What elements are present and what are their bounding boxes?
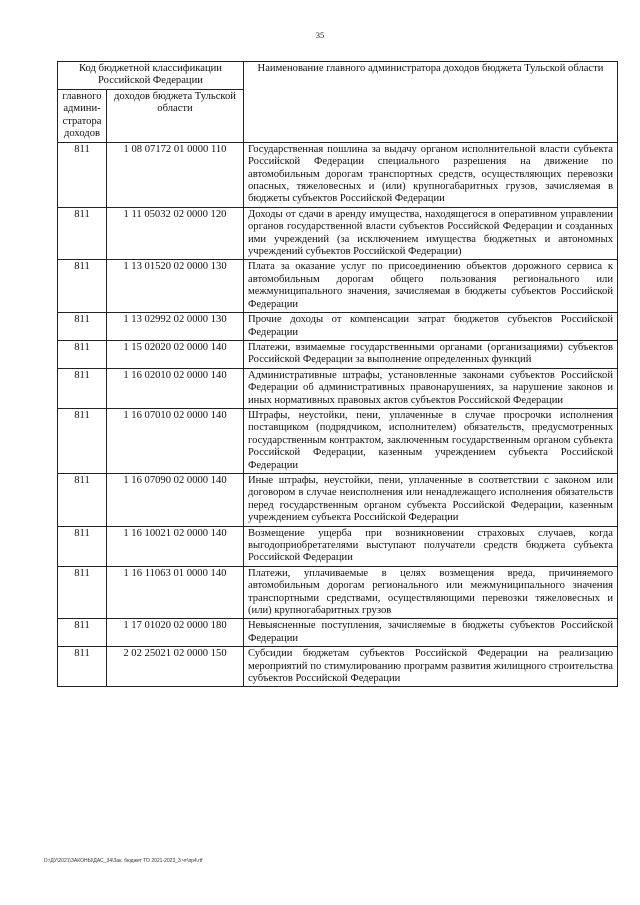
table-row [58, 260, 618, 313]
income-code-header: доходов бюджета Тульской области [107, 89, 244, 142]
admin-code-cell: 811 [58, 368, 107, 408]
table-row [58, 526, 618, 566]
admin-code-cell: 811 [58, 408, 107, 473]
income-name-cell: Иные штрафы, неустойки, пени, уплаченные в соответствии с законом или договором в случае неисполнения или ненадлежащего исполнения обязательств перед государственным органом субъекта Российской Федерации, казенным учреждением субъекта Российской Федерации [244, 473, 618, 526]
admin-code-cell: 811 [58, 142, 107, 207]
income-code-cell: 2 02 25021 02 0000 150 [107, 647, 244, 687]
admin-code-cell: 811 [58, 207, 107, 260]
income-code-cell: 1 17 01020 02 0000 180 [107, 619, 244, 647]
income-code-cell: 1 11 05032 02 0000 120 [107, 207, 244, 260]
table-row [58, 340, 618, 368]
income-code-cell: 1 16 02010 02 0000 140 [107, 368, 244, 408]
income-code-cell: 1 16 11063 01 0000 140 [107, 566, 244, 619]
income-name-cell: Возмещение ущерба при возникновении страховых случаев, когда выгодоприобретателями выступают получатели средств бюджета субъекта Российской Федерации [244, 526, 618, 566]
income-code-cell: 1 15 02020 02 0000 140 [107, 340, 244, 368]
table-row [58, 207, 618, 260]
income-name-cell: Штрафы, неустойки, пени, уплаченные в случае просрочки исполнения поставщиком (подрядчиком, исполнителем) обязательств, предусмотренных государственным контрактом, заключенным государственным органом субъекта Российской Федерации, казенным учреждением субъекта Российской Федерации [244, 408, 618, 473]
income-name-cell: Невыясненные поступления, зачисляемые в бюджеты субъектов Российской Федерации [244, 619, 618, 647]
admin-code-cell: 811 [58, 473, 107, 526]
income-code-cell: 1 16 10021 02 0000 140 [107, 526, 244, 566]
income-code-cell: 1 13 01520 02 0000 130 [107, 260, 244, 313]
admin-code-header: главного админи-стратора доходов [58, 89, 107, 142]
admin-code-cell: 811 [58, 340, 107, 368]
income-name-cell: Субсидии бюджетам субъектов Российской Федерации на реализацию мероприятий по стимулированию программ развития жилищного строительства субъектов Российской Федерации [244, 647, 618, 687]
table-row [58, 647, 618, 687]
table-row [58, 142, 618, 207]
page-number: 35 [315, 30, 325, 40]
admin-code-cell: 811 [58, 260, 107, 313]
admin-code-cell: 811 [58, 566, 107, 619]
revenue-administrators-table [57, 61, 618, 687]
income-name-cell: Доходы от сдачи в аренду имущества, находящегося в оперативном управлении органов государственной власти субъектов Российской Федерации и созданных ими учреждений (за исключением имущества бюджетных и автономных учреждений субъектов Российской Федерации) [244, 207, 618, 260]
table-body [58, 142, 618, 687]
table-row [58, 619, 618, 647]
income-name-cell: Платежи, взимаемые государственными органами (организациями) субъектов Российской Федерации за выполнение определенных функций [244, 340, 618, 368]
kbk-header: Код бюджетной классификации Российской Федерации [58, 62, 244, 90]
table-row [58, 368, 618, 408]
income-name-cell: Административные штрафы, установленные законами субъектов Российской Федерации об административных правонарушениях, за нарушение законов и иных нормативных правовых актов субъектов Российской Федерации [244, 368, 618, 408]
income-name-cell: Платежи, уплачиваемые в целях возмещения вреда, причиняемого автомобильным дорогам регионального или межмуниципального значения транспортными средствами, осуществляющими перевозки тяжеловесных и (или) крупногабаритных грузов [244, 566, 618, 619]
income-code-cell: 1 16 07090 02 0000 140 [107, 473, 244, 526]
table-row [58, 408, 618, 473]
income-name-cell: Государственная пошлина за выдачу органом исполнительной власти субъекта Российской Федерации специального разрешения на движение по автомобильным дорогам транспортных средств, осуществляющих перевозки опасных, тяжеловесных и (или) крупногабаритных грузов, зачисляемая в бюджеты субъектов Российской Федерации [244, 142, 618, 207]
income-code-cell: 1 13 02992 02 0000 130 [107, 313, 244, 341]
table-row [58, 313, 618, 341]
table-header-row [58, 62, 618, 90]
income-name-cell: Прочие доходы от компенсации затрат бюджетов субъектов Российской Федерации [244, 313, 618, 341]
table-row [58, 473, 618, 526]
file-path-footer: D:\ДУ\2021\ЗАКОНЫ\ДАС_34\Зак. бюджет ТО 2021-2023_3 чт\пр4.rtf [44, 858, 203, 864]
admin-code-cell: 811 [58, 619, 107, 647]
income-code-cell: 1 08 07172 01 0000 110 [107, 142, 244, 207]
admin-code-cell: 811 [58, 313, 107, 341]
admin-code-cell: 811 [58, 526, 107, 566]
income-code-cell: 1 16 07010 02 0000 140 [107, 408, 244, 473]
admin-code-cell: 811 [58, 647, 107, 687]
income-name-cell: Плата за оказание услуг по присоединению объектов дорожного сервиса к автомобильным дорогам общего пользования регионального или межмуниципального значения, зачисляемая в бюджеты субъектов Российской Федерации [244, 260, 618, 313]
table-row [58, 566, 618, 619]
name-header: Наименование главного администратора доходов бюджета Тульской области [244, 62, 618, 143]
